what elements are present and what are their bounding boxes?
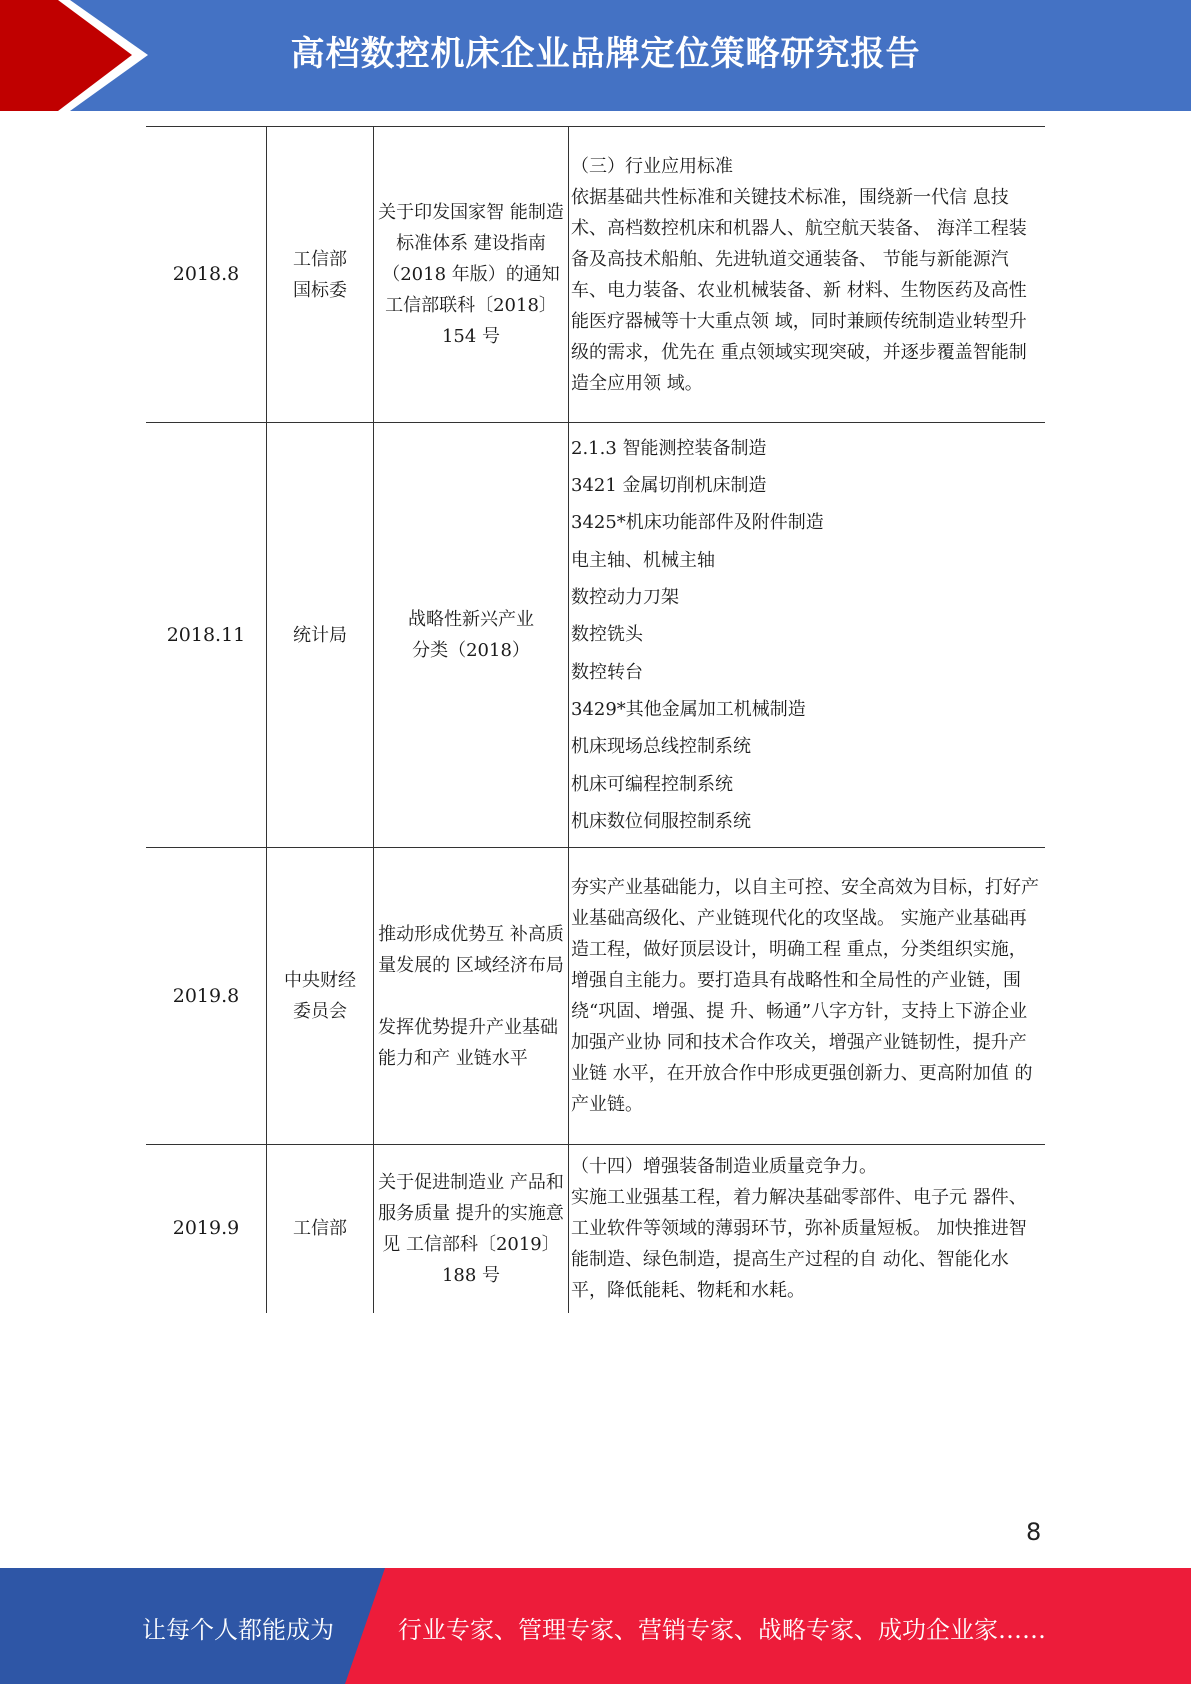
department-cell: 中央财经 委员会: [267, 848, 374, 1145]
date-cell: 2018.8: [146, 127, 267, 423]
list-item: 机床现场总线控制系统: [571, 736, 751, 758]
list-item: 数控动力刀架: [571, 587, 679, 609]
page-header: [0, 0, 1191, 111]
content-paragraph: 实施工业强基工程，着力解决基础零部件、电子元 器件、工业软件等领域的薄弱环节，弥补质量短板。 加快推进智能制造、绿色制造，提高生产过程的自 动化、智能化水平，降低能耗、物耗和水耗。: [571, 1187, 1027, 1301]
list-item: 3429*其他金属加工机械制造: [571, 698, 806, 720]
content-heading: （三）行业应用标准: [571, 155, 733, 177]
content-paragraph: 依据基础共性标准和关键技术标准，围绕新一代信 息技术、高档数控机床和机器人、航空航天装备、 海洋工程装备及高技术船舶、先进轨道交通装备、 节能与新能源汽车、电力装备、农业机械装备、新 材料、生物医药及高性能医疗器械等十大重点领 域，同时兼顾传统制造业转型升级的需求，优先在 重点领域实现突破，并逐步覆盖智能制造全应用领 域。: [571, 186, 1027, 394]
footer-slogan-lead: 让每个人都能成为: [142, 1616, 334, 1644]
policy-table: [146, 126, 1045, 1313]
content-cell: [569, 1145, 1046, 1313]
policy-title-line: 推动形成优势互 补高质量发展的 区域经济布局: [378, 923, 564, 976]
table-row: [146, 127, 1045, 423]
policy-title-cell: [374, 848, 569, 1145]
list-item: 机床可编程控制系统: [571, 773, 733, 795]
content-cell: [569, 423, 1046, 848]
department-cell: 工信部 国标委: [267, 127, 374, 423]
policy-title-cell: 关于印发国家智 能制造标准体系 建设指南（2018 年版）的通知 工信部联科〔2018〕154 号: [374, 127, 569, 423]
table-row: [146, 848, 1045, 1145]
date-cell: 2019.8: [146, 848, 267, 1145]
content-heading: （十四）增强装备制造业质量竞争力。: [571, 1156, 877, 1177]
list-item: 2.1.3 智能测控装备制造: [571, 437, 767, 459]
date-cell: 2018.11: [146, 423, 267, 848]
list-item: 3421 金属切削机床制造: [571, 475, 767, 497]
table-row: [146, 423, 1045, 848]
department-cell: 工信部: [267, 1145, 374, 1313]
list-item: 电主轴、机械主轴: [571, 549, 715, 571]
content-paragraph: 夯实产业基础能力，以自主可控、安全高效为目标，打好产业基础高级化、产业链现代化的攻坚战。 实施产业基础再造工程，做好顶层设计，明确工程 重点，分类组织实施，增强自主能力。要打造具有战略性和全局性的产业链，围绕“巩固、增强、提 升、畅通”八字方针，支持上下游企业加强产业协 同和技术合作攻关，增强产业链韧性，提升产业链 水平，在开放合作中形成更强创新力、更高附加值 的产业链。: [571, 877, 1039, 1115]
table-row: [146, 1145, 1045, 1313]
list-item: 数控转台: [571, 661, 643, 683]
list-item: 3425*机床功能部件及附件制造: [571, 512, 824, 534]
footer-slogan-roles: 行业专家、管理专家、营销专家、战略专家、成功企业家……: [398, 1616, 1046, 1644]
department-cell: 统计局: [267, 423, 374, 848]
page-number: 8: [1026, 1518, 1042, 1546]
content-cell: [569, 848, 1046, 1145]
page-footer: [0, 1568, 1191, 1684]
policy-title-cell: 战略性新兴产业 分类（2018）: [374, 423, 569, 848]
list-item: 机床数位伺服控制系统: [571, 810, 751, 832]
content-cell: [569, 127, 1046, 423]
date-cell: 2019.9: [146, 1145, 267, 1313]
policy-title-cell: 关于促进制造业 产品和服务质量 提升的实施意见 工信部科〔2019〕 188 号: [374, 1145, 569, 1313]
document-title: 高档数控机床企业品牌定位策略研究报告: [290, 34, 921, 74]
policy-title-line: 发挥优势提升产业基础能力和产 业链水平: [378, 1016, 558, 1069]
list-item: 数控铣头: [571, 624, 643, 646]
